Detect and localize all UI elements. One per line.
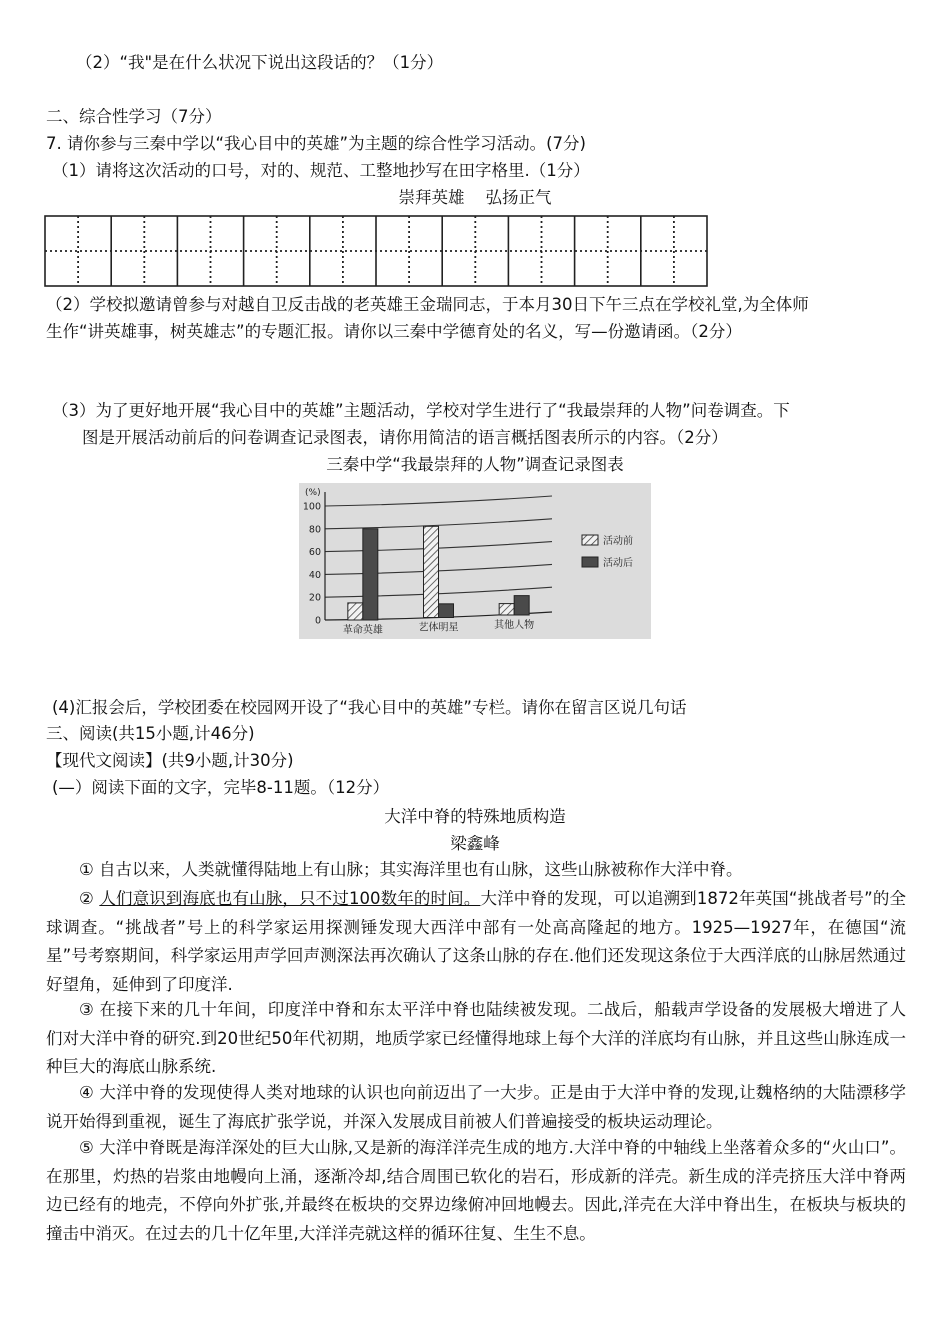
chart-bar	[439, 604, 454, 618]
question-7-2-line2: 生作“讲英雄事，树英雄志”的专题汇报。请你以三秦中学德育处的名义，写—份邀请函。（2分）	[46, 322, 742, 341]
article-title: 大洋中脊的特殊地质构造	[384, 807, 566, 826]
modern-reading-title: 【现代文阅读】(共9小题,计30分)	[46, 751, 294, 770]
chart-category-label: 革命英雄	[342, 625, 383, 636]
paragraph-2-marker: ②	[79, 889, 100, 908]
chart-bar	[514, 596, 529, 615]
chart-bar	[363, 529, 378, 620]
chart-gridline	[325, 496, 552, 506]
chart-ytick-label: 0	[314, 615, 321, 627]
question-7-3-line2: 图是开展活动前后的问卷调查记录图表，请你用简洁的语言概括图表所示的内容。（2分）	[82, 428, 728, 447]
chart-category-label: 其他人物	[494, 620, 535, 631]
paragraph-3: ③ 在接下来的几十年间，印度洋中脊和东太平洋中脊也陆续被发现。二战后，船载声学设备的发展极大增进了人们对大洋中脊的研究.到20世纪50年代初期，地质学家已经懂得地球上每个大洋的洋底均有山脉，并且这些山脉连成一种巨大的海底山脉系统.	[46, 1000, 906, 1076]
question-7-2-line1: （2）学校拟邀请曾参与对越自卫反击战的老英雄王金瑞同志，于本月30日下午三点在学校礼堂,为全体师	[46, 295, 809, 314]
paragraph-2-rest: 大洋中脊的发现，可以追溯到1872年英国“挑战者号”的全球调查。“挑战者”号上的科学家运用探测锤发现大西洋中部有一处高高隆起的地方。1925—1927年，在德国“流星”号考察期间，科学家运用声学回声测深法再次确认了这条山脉的存在.他们还发现这条位于大西洋底的山脉居然通过好望角，延伸到了印度洋.	[46, 889, 906, 994]
paragraph-2-underlined: 人们意识到海底也有山脉，只不过100数年的时间。	[99, 889, 481, 908]
question-7-1: （1）请将这次活动的口号，对的、规范、工整地抄写在田字格里.（1分）	[52, 161, 590, 180]
survey-chart-svg	[299, 483, 651, 639]
chart-ytick-label: 100	[302, 501, 321, 513]
chart-bar	[499, 604, 514, 615]
slogan-text: 崇拜英雄 弘扬正气	[398, 188, 552, 207]
question-7-4: (4)汇报会后，学校团委在校园网开设了“我心目中的英雄”专栏。请你在留言区说几句话	[52, 698, 687, 717]
question-7: 7. 请你参与三秦中学以“我心目中的英雄”为主题的综合性学习活动。(7分)	[46, 134, 586, 153]
chart-ytick-label: 40	[308, 569, 321, 581]
chart-ytick-label: 20	[308, 592, 321, 604]
paragraph-1: ① 自古以来，人类就懂得陆地上有山脉；其实海洋里也有山脉，这些山脉被称作大洋中脊。	[79, 860, 743, 879]
tianzige-grid[interactable]	[44, 215, 710, 287]
part-1-title: (—）阅读下面的文字，完毕8-11题。（12分）	[52, 778, 390, 797]
chart-ytick-label: 80	[308, 524, 321, 536]
chart-ylabel: (%)	[305, 488, 321, 498]
section-3-title: 三、阅读(共15小题,计46分)	[46, 724, 255, 743]
chart-legend-label: 活动后	[603, 558, 633, 569]
chart-legend-swatch	[582, 557, 598, 567]
chart-ytick-label: 60	[308, 547, 321, 559]
section-2-title: 二、综合性学习（7分）	[46, 107, 222, 126]
chart-bar	[348, 603, 363, 620]
chart-title: 三秦中学“我最崇拜的人物”调查记录图表	[326, 455, 624, 474]
question-7-3-line1: （3）为了更好地开展“我心目中的英雄”主题活动，学校对学生进行了“我最崇拜的人物”问卷调查。下	[52, 401, 790, 420]
question-6-2: （2）“我"是在什么状况下说出这段话的？（1分）	[76, 53, 444, 72]
paragraph-4: ④ 大洋中脊的发现使得人类对地球的认识也向前迈出了一大步。正是由于大洋中脊的发现,让魏格纳的大陆漂移学说开始得到重视，诞生了海底扩张学说，并深入发展成目前被人们普遍接受的板块运动理论。	[46, 1083, 906, 1131]
chart-bar	[424, 526, 439, 617]
paragraph-5: ⑤ 大洋中脊既是海洋深处的巨大山脉,又是新的海洋洋壳生成的地方.大洋中脊的中轴线上坐落着众多的“火山口”。在那里，灼热的岩浆由地幔向上涌，逐渐冷却,结合周围已软化的岩石，形成新的洋壳。新生成的洋壳挤压大洋中脊两边已经有的地壳，不停向外扩张,并最终在板块的交界边缘俯冲回地幔去。因此,洋壳在大洋中脊出生，在板块与板块的撞击中消灭。在过去的几十亿年里,大洋洋壳就这样的循环往复、生生不息。	[46, 1138, 906, 1243]
paragraph-2	[46, 885, 906, 999]
chart-category-label: 艺体明星	[418, 622, 459, 634]
chart-legend-swatch	[582, 535, 598, 545]
survey-chart	[299, 483, 651, 639]
article-author: 梁鑫峰	[450, 834, 500, 853]
chart-legend-label: 活动前	[603, 536, 633, 547]
